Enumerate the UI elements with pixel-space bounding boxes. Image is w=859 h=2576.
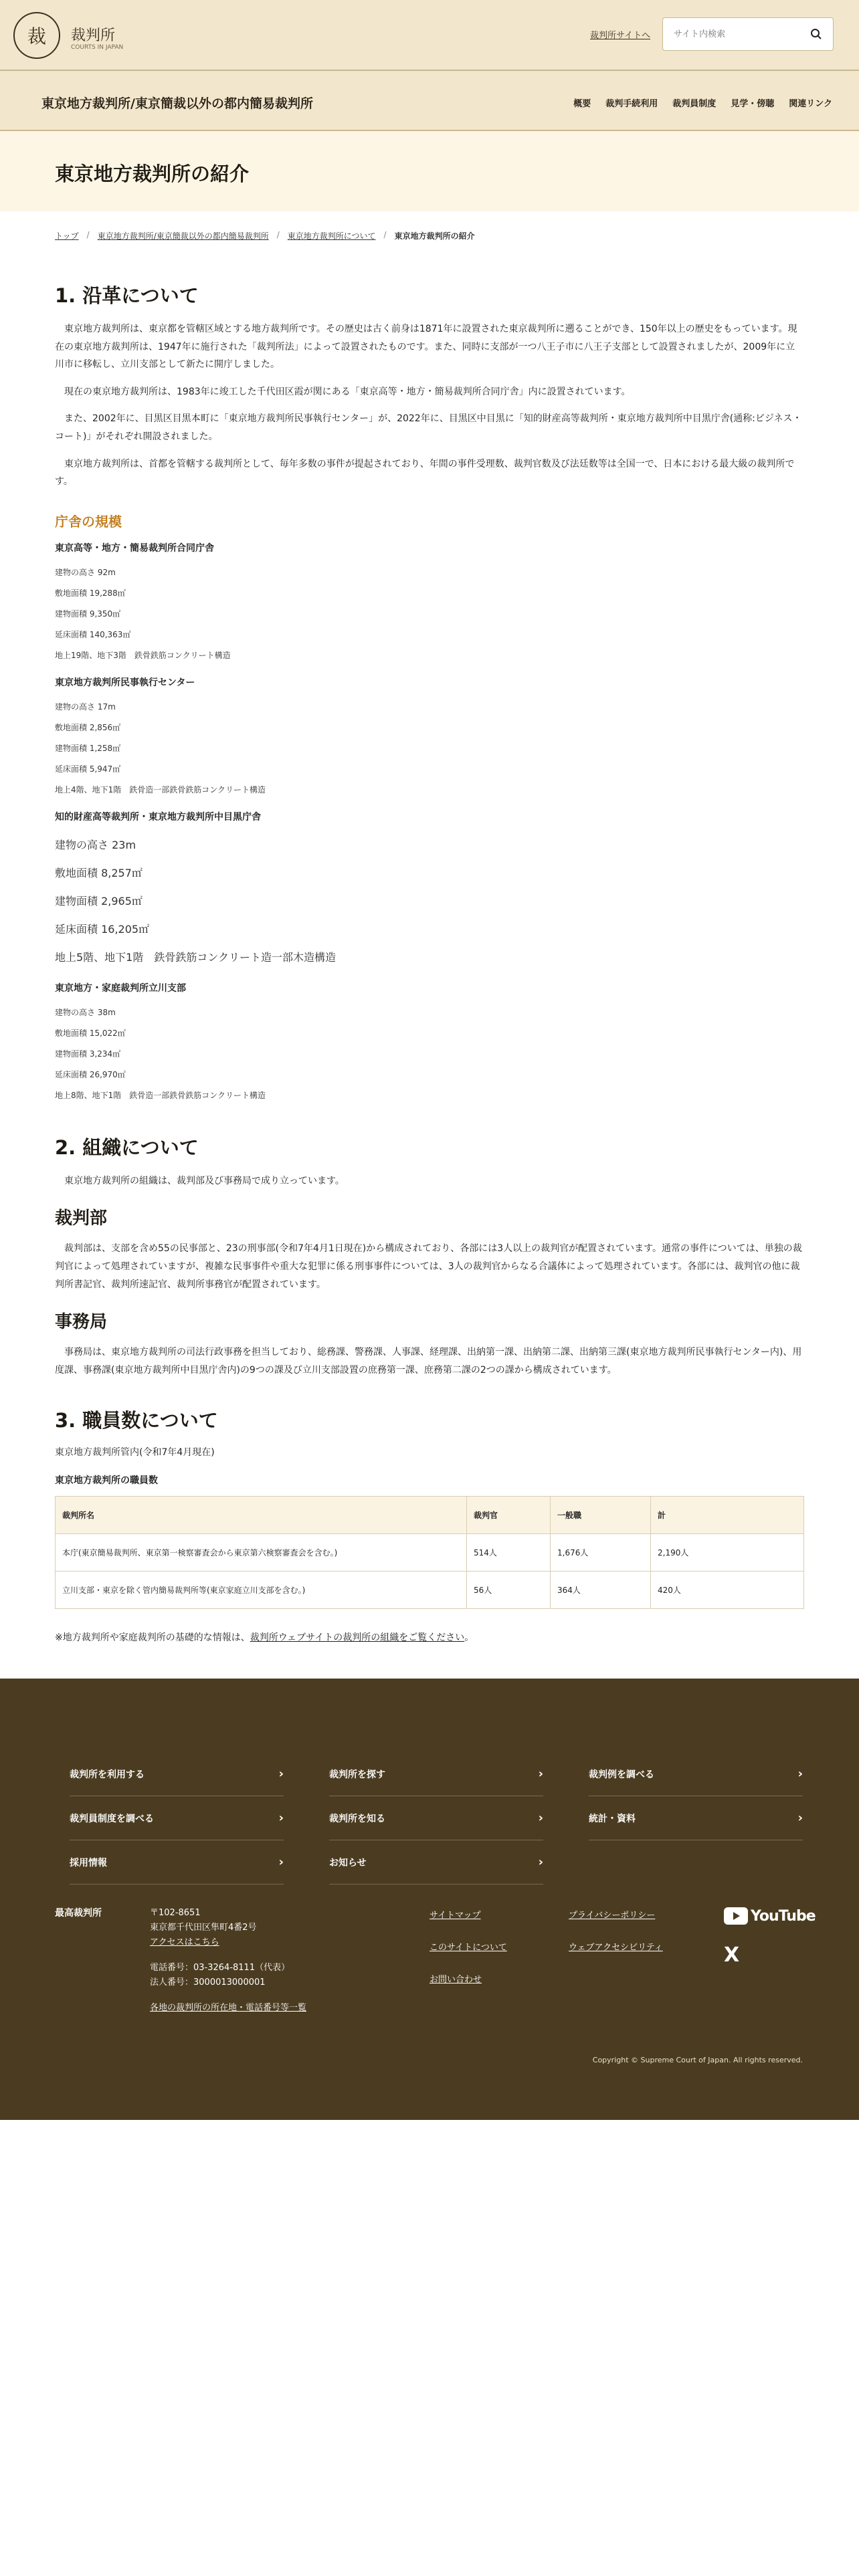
building-spec: 建物面積 1,258㎡ xyxy=(55,743,121,753)
breadcrumb xyxy=(55,230,475,241)
paragraph: 東京地方裁判所は、首都を管轄する裁判所として、毎年多数の事件が提起されており、年間の事件受理数、裁判官数及び法廷数等は全国一で、日本における最大級の裁判所です。 xyxy=(55,458,795,488)
footnote-text: 。 xyxy=(464,1632,474,1644)
sitemap-link[interactable]: サイトマップ xyxy=(430,1911,481,1921)
table-row xyxy=(56,1534,804,1572)
chevron-right-icon: › xyxy=(797,1767,803,1781)
building-spec: 地上5階、地下1階 鉄骨鉄筋コンクリート造一部木造構造 xyxy=(55,950,337,964)
table-header: 裁判官 xyxy=(467,1497,551,1534)
contact-link[interactable]: お問い合わせ xyxy=(430,1975,482,1985)
footer-link-label: 裁判員制度を調べる xyxy=(70,1813,154,1824)
building-spec: 建物面積 2,965㎡ xyxy=(55,894,142,907)
chevron-right-icon: › xyxy=(278,1767,284,1781)
court-title[interactable]: 東京地方裁判所/東京簡裁以外の都内簡易裁判所 xyxy=(41,96,313,111)
nav-overview[interactable]: 概要 xyxy=(573,99,591,109)
building-spec: 敷地面積 15,022㎡ xyxy=(55,1028,126,1038)
footer-link-saibanin[interactable] xyxy=(70,1796,284,1840)
office-title: 事務局 xyxy=(55,1312,108,1333)
building-spec: 敷地面積 2,856㎡ xyxy=(55,722,121,732)
table-header: 一般職 xyxy=(551,1497,651,1534)
postal-code: 〒102-8651 xyxy=(150,1908,201,1918)
building-spec: 延床面積 140,363㎡ xyxy=(55,629,131,639)
building-name: 東京高等・地方・簡易裁判所合同庁舎 xyxy=(55,542,214,554)
staff-table xyxy=(55,1496,804,1609)
building-spec: 延床面積 5,947㎡ xyxy=(55,764,121,774)
table-cell: 56人 xyxy=(467,1572,551,1609)
paragraph: 東京地方裁判所の組織は、裁判部及び事務局で成り立っています。 xyxy=(64,1175,345,1186)
footer-link-label: 採用情報 xyxy=(70,1857,107,1868)
court-navbar xyxy=(0,70,859,131)
site-footer xyxy=(0,1679,859,2120)
chevron-right-icon: › xyxy=(278,1855,284,1869)
building-spec: 敷地面積 8,257㎡ xyxy=(55,866,142,879)
table-title: 東京地方裁判所の職員数 xyxy=(55,1475,158,1487)
paragraph: また、2002年に、目黒区目黒本町に「東京地方裁判所民事執行センター」が、2022年に、目黒区中目黒に「知的財産高等裁判所・東京地方裁判所中目黒庁舎(通称:ビジネス・コート)」がそれぞれ開設されました。 xyxy=(55,413,802,442)
breadcrumb-separator: / xyxy=(383,230,387,239)
search-button[interactable] xyxy=(799,18,833,50)
courts-site-link[interactable]: 裁判所サイトへ xyxy=(590,31,651,41)
table-header-row xyxy=(56,1497,804,1534)
building-spec: 延床面積 26,970㎡ xyxy=(55,1069,126,1079)
privacy-link[interactable]: プライバシーポリシー xyxy=(569,1911,656,1921)
search-box xyxy=(662,17,834,51)
about-site-link[interactable]: このサイトについて xyxy=(430,1943,507,1953)
building-spec: 建物の高さ 38m xyxy=(55,1007,116,1017)
footer-link-label: 裁判所を探す xyxy=(329,1769,385,1780)
site-header xyxy=(0,0,859,70)
building-spec: 建物の高さ 17m xyxy=(55,702,116,712)
youtube-wordmark: YouTube xyxy=(751,1907,816,1925)
footer-link-precedents[interactable] xyxy=(589,1752,803,1796)
table-cell: 364人 xyxy=(551,1572,651,1609)
nav-tour[interactable]: 見学・傍聴 xyxy=(731,99,775,109)
building-spec: 敷地面積 19,288㎡ xyxy=(55,588,126,598)
x-icon[interactable]: X xyxy=(724,1943,740,1967)
accessibility-link[interactable]: ウェブアクセシビリティ xyxy=(569,1943,663,1953)
nav-related[interactable]: 関連リンク xyxy=(789,99,832,109)
nav-procedures[interactable]: 裁判手続利用 xyxy=(605,99,658,109)
footer-link-label: 裁判所を知る xyxy=(329,1813,385,1824)
nav-links xyxy=(573,96,832,109)
breadcrumb-separator: / xyxy=(86,230,90,239)
table-header: 計 xyxy=(651,1497,804,1534)
breadcrumb-about[interactable]: 東京地方裁判所について xyxy=(287,231,376,241)
corporate-number: 法人番号：3000013000001 xyxy=(150,1977,266,1988)
table-cell: 立川支部・東京を除く管内簡易裁判所等(東京家庭立川支部を含む。) xyxy=(56,1572,467,1609)
footer-link-label: 裁判例を調べる xyxy=(589,1769,654,1780)
table-header: 裁判所名 xyxy=(56,1497,467,1534)
paragraph: 裁判部は、支部を含め55の民事部と、23の刑事部(令和7年4月1日現在)から構成されており、各部には3人以上の裁判官が配置されています。通常の事件については、単独の裁判官によって処理されていますが、複雑な民事事件や重大な犯罪に係る刑事事件については、3人の裁判官からなる合議体によって処理されています。各部には、裁判官の他に裁判所書記官、裁判所速記官、裁判所事務官が配置されています。 xyxy=(55,1243,802,1290)
footer-column-1 xyxy=(430,1909,507,2005)
footer-court-name: 最高裁判所 xyxy=(55,1908,102,1919)
youtube-link[interactable] xyxy=(724,1907,816,1925)
building-spec: 建物の高さ 23m xyxy=(55,838,136,851)
table-cell: 2,190人 xyxy=(651,1534,804,1572)
footnote xyxy=(55,1630,804,1644)
building-spec: 建物面積 3,234㎡ xyxy=(55,1049,121,1059)
paragraph: 東京地方裁判所は、東京都を管轄区域とする地方裁判所です。その歴史は古く前身は1871年に設置された東京裁判所に遡ることができ、150年以上の歴史をもっています。現在の東京地方裁判所は、1947年に施行された「裁判所法」によって設置されたものです。また、同時に支部が一つ八王子市に八王子支部として設置されましたが、2009年に立川市に移転し、立川支部として新たに開庁しました。 xyxy=(55,324,797,370)
table-cell: 1,676人 xyxy=(551,1534,651,1572)
court-list-link[interactable]: 各地の裁判所の所在地・電話番号等一覧 xyxy=(150,2003,307,2013)
footer-link-label: お知らせ xyxy=(329,1857,367,1868)
footer-link-grid xyxy=(70,1752,803,1885)
access-link[interactable]: アクセスはこちら xyxy=(150,1937,219,1947)
search-input[interactable] xyxy=(663,18,799,50)
footer-link-statistics[interactable] xyxy=(589,1796,803,1840)
breadcrumb-court[interactable]: 東京地方裁判所/東京簡裁以外の都内簡易裁判所 xyxy=(97,231,269,241)
chevron-right-icon: › xyxy=(278,1811,284,1825)
table-row xyxy=(56,1572,804,1609)
building-name: 東京地方裁判所民事執行センター xyxy=(55,677,195,688)
breadcrumb-top[interactable]: トップ xyxy=(55,231,79,241)
chevron-right-icon: › xyxy=(797,1811,803,1825)
building-spec: 建物面積 9,350㎡ xyxy=(55,609,121,619)
chevron-right-icon: › xyxy=(538,1855,543,1869)
breadcrumb-current: 東京地方裁判所の紹介 xyxy=(394,231,475,241)
main-content xyxy=(55,281,804,1644)
footnote-text: ※地方裁判所や家庭裁判所の基礎的な情報は、 xyxy=(55,1632,250,1644)
section-organization-title: 2. 組織について xyxy=(55,1136,199,1159)
youtube-icon xyxy=(724,1907,748,1925)
court-dept-title: 裁判部 xyxy=(55,1208,108,1229)
building-spec: 地上19階、地下3階 鉄骨鉄筋コンクリート構造 xyxy=(55,650,231,660)
page-title: 東京地方裁判所の紹介 xyxy=(55,163,250,185)
court-organization-link[interactable]: 裁判所ウェブサイトの裁判所の組織をご覧ください xyxy=(250,1632,465,1644)
search-icon xyxy=(810,28,822,40)
building-name: 東京地方・家庭裁判所立川支部 xyxy=(55,982,186,994)
building-spec: 延床面積 16,205㎡ xyxy=(55,922,150,936)
building-spec: 地上8階、地下1階 鉄骨造一部鉄骨鉄筋コンクリート構造 xyxy=(55,1090,266,1100)
building-spec: 地上4階、地下1階 鉄骨造一部鉄骨鉄筋コンクリート構造 xyxy=(55,784,266,794)
page-hero xyxy=(0,131,859,211)
paragraph: 事務局は、東京地方裁判所の司法行政事務を担当しており、総務課、警務課、人事課、経理課、出納第一課、出納第二課、出納第三課(東京地方裁判所民事執行センター内)、用度課、事務課(東京地方裁判所中目黒庁舎内)の9つの課及び立川支部設置の庶務第一課、庶務第二課の2つの課から構成されています。 xyxy=(55,1347,802,1376)
logo-icon[interactable]: 裁 xyxy=(13,12,60,59)
building-name: 知的財産高等裁判所・東京地方裁判所中目黒庁舎 xyxy=(55,811,261,823)
footer-link-know-court[interactable] xyxy=(329,1796,543,1840)
footer-address xyxy=(150,1906,306,2016)
footer-link-use-court[interactable] xyxy=(70,1752,284,1796)
section-history-title: 1. 沿革について xyxy=(55,284,199,307)
paragraph: 現在の東京地方裁判所は、1983年に竣工した千代田区霞が関にある「東京高等・地方・簡易裁判所合同庁舎」内に設置されています。 xyxy=(64,386,631,397)
footer-link-recruit[interactable] xyxy=(70,1840,284,1885)
table-cell: 514人 xyxy=(467,1534,551,1572)
copyright: Copyright © Supreme Court of Japan. All rights reserved. xyxy=(592,2056,803,2064)
logo-subtext: COURTS IN JAPAN xyxy=(71,44,124,51)
nav-saibanin[interactable]: 裁判員制度 xyxy=(672,99,717,109)
footer-link-label: 裁判所を利用する xyxy=(70,1769,145,1780)
footer-link-find-court[interactable] xyxy=(329,1752,543,1796)
table-cell: 420人 xyxy=(651,1572,804,1609)
chevron-right-icon: › xyxy=(538,1767,543,1781)
footer-link-label: 統計・資料 xyxy=(589,1813,636,1824)
section-staff-title: 3. 職員数について xyxy=(55,1409,218,1432)
phone-number: 電話番号：03-3264-8111（代表） xyxy=(150,1963,290,1973)
chevron-right-icon: › xyxy=(538,1811,543,1825)
breadcrumb-separator: / xyxy=(276,230,280,239)
footer-column-2 xyxy=(569,1909,663,1973)
building-spec: 建物の高さ 92m xyxy=(55,567,116,577)
building-scale-title: 庁舎の規模 xyxy=(55,513,122,530)
table-cell: 本庁(東京簡易裁判所、東京第一検察審査会から東京第六検察審査会を含む。) xyxy=(56,1534,467,1572)
logo-text[interactable]: 裁判所 xyxy=(71,27,116,44)
as-of-date: 東京地方裁判所管内(令和7年4月現在) xyxy=(55,1447,215,1459)
address: 東京都千代田区隼町4番2号 xyxy=(150,1923,257,1933)
footer-link-news[interactable] xyxy=(329,1840,543,1885)
